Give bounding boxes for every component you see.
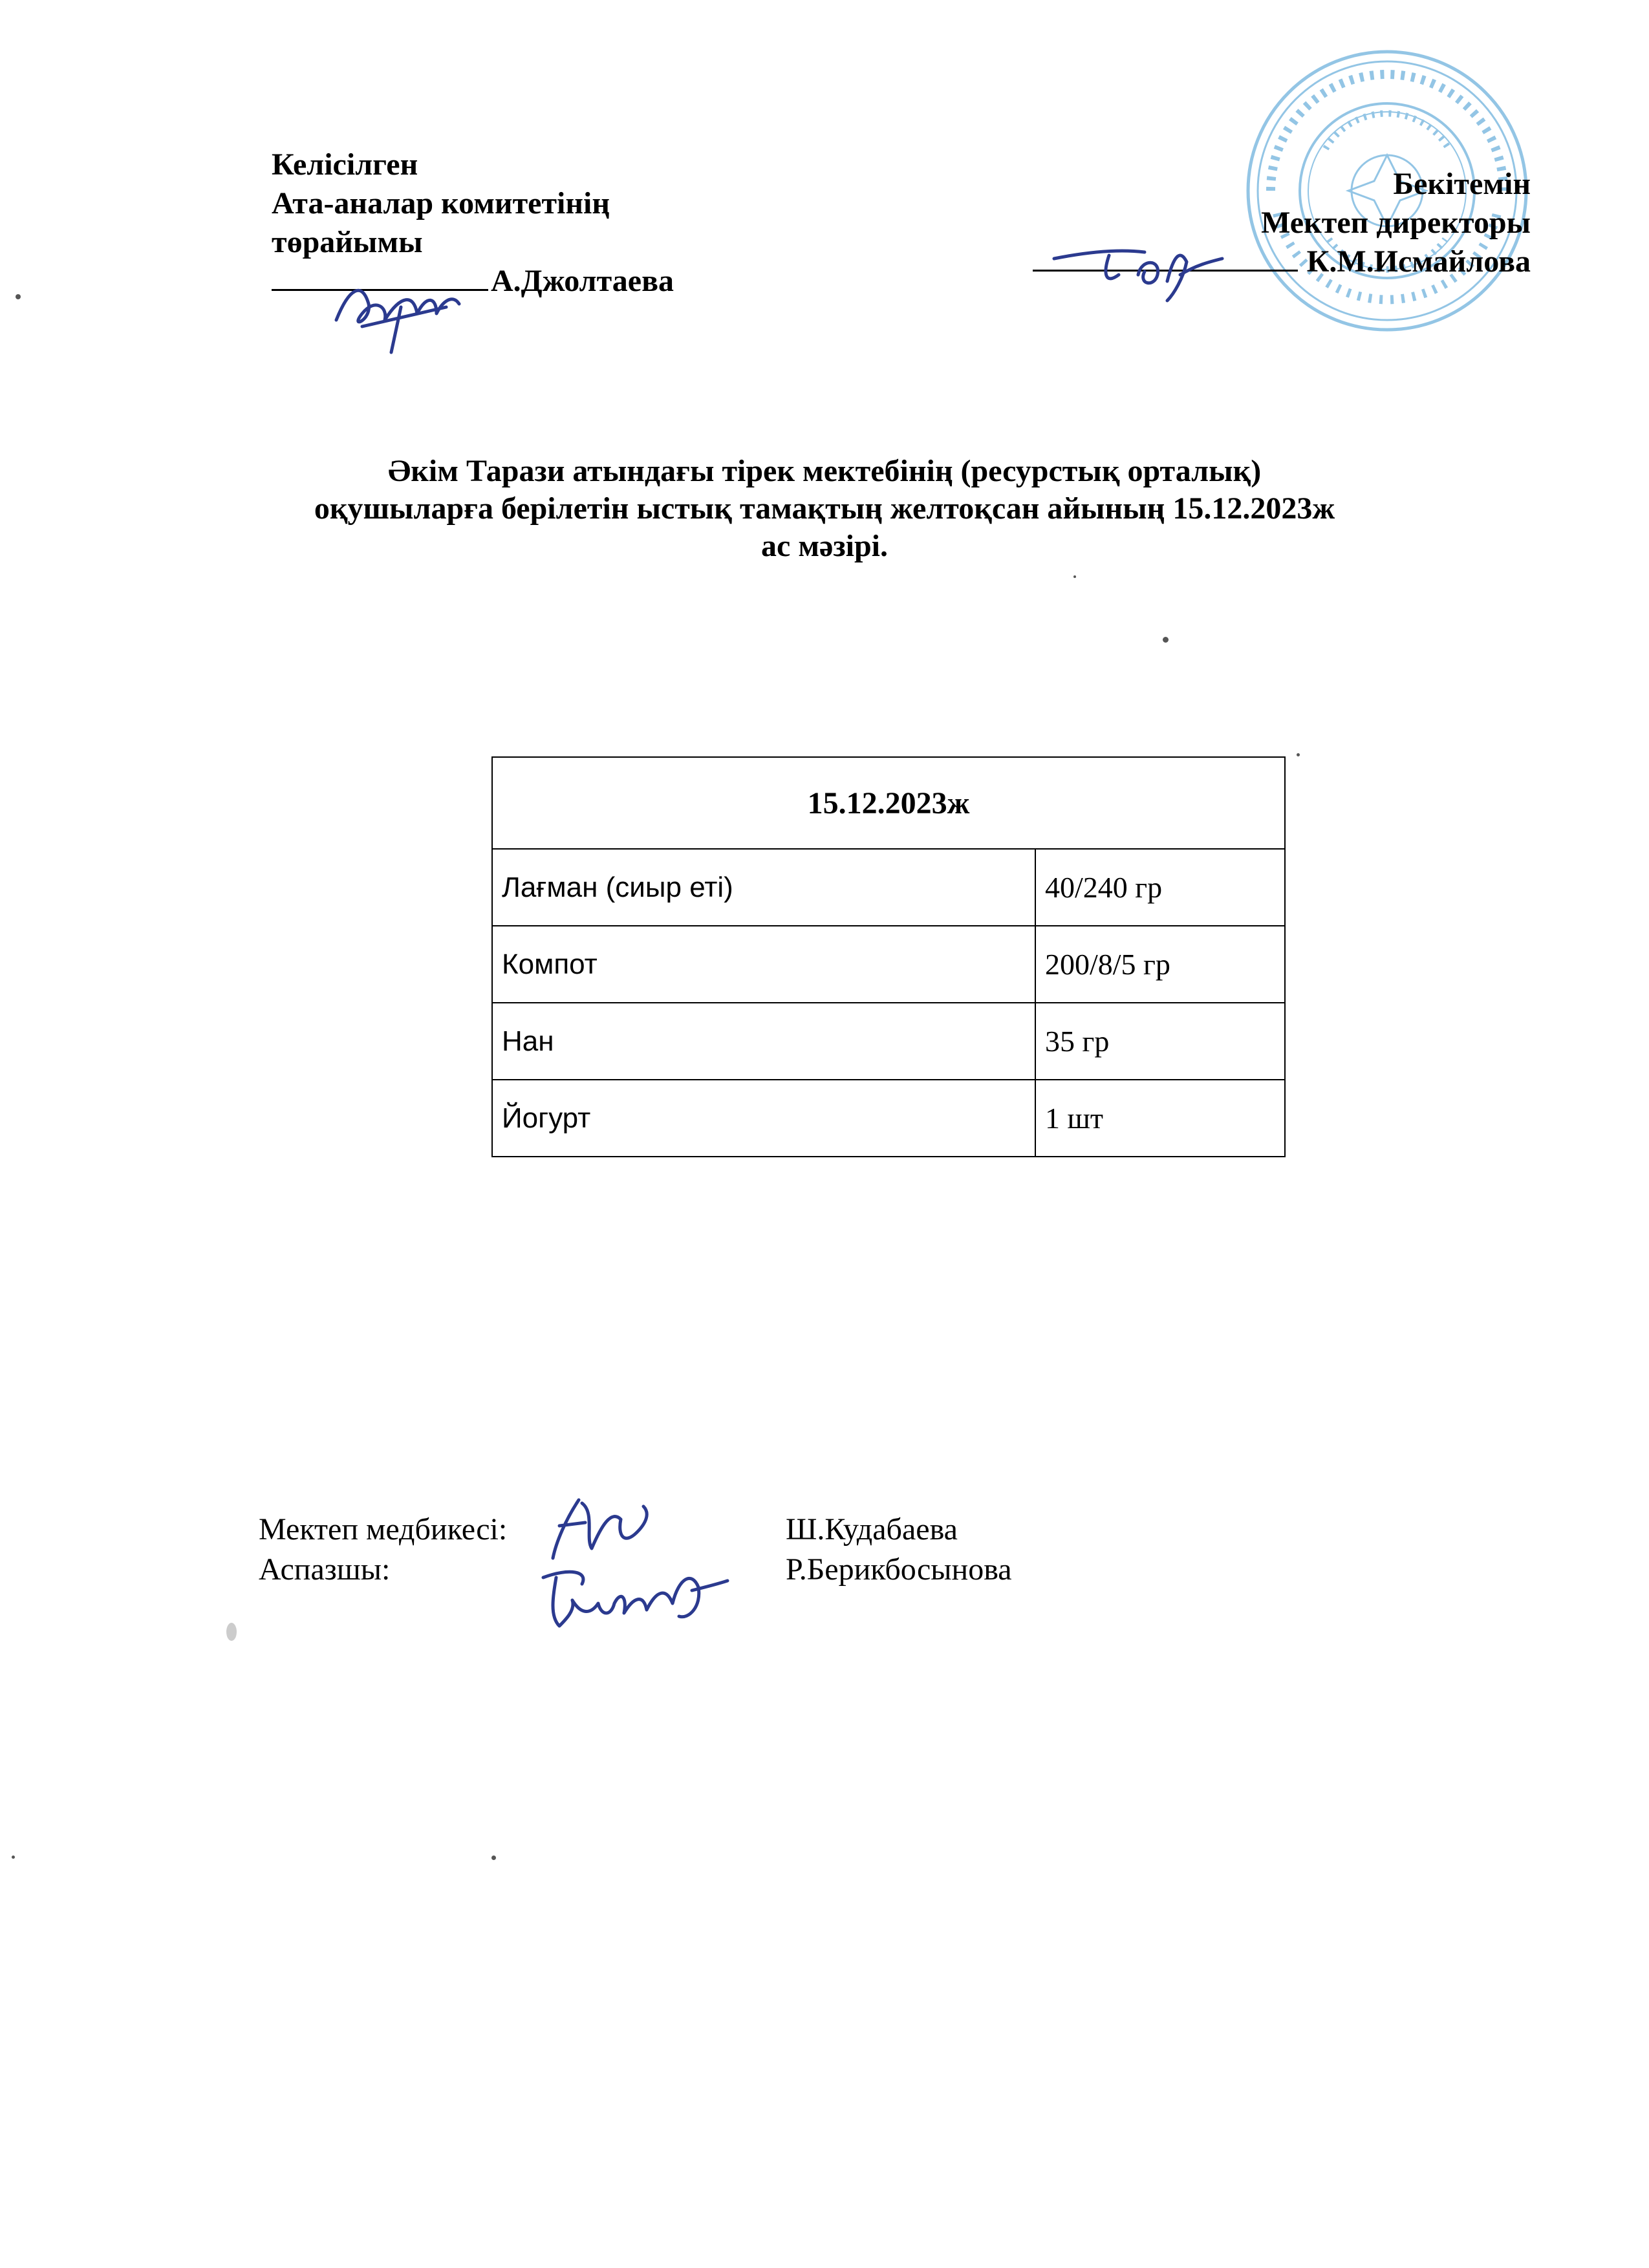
scan-speck [12,1856,15,1859]
title-line-3: ас мәзірі. [761,529,888,563]
nurse-name: Ш.Кудабаева [786,1512,958,1546]
approval-right-name: К.М.Исмайлова [1306,244,1531,279]
nurse-signature-icon [546,1487,663,1561]
scan-speck [1073,575,1076,578]
scan-speck [16,294,21,299]
menu-date-header: 15.12.2023ж [492,757,1285,849]
dish-portion: 40/240 гр [1035,849,1285,926]
table-row [492,1003,1285,1080]
staff-names [786,1510,1012,1590]
staff-labels [259,1510,507,1590]
dish-name: Лағман (сиыр еті) [492,849,1035,926]
menu-table [491,756,1286,1157]
title-line-1: Әкім Тарази атындағы тірек мектебінің (ресурстық орталық) [387,454,1262,488]
document-title [0,453,1649,565]
approval-left-name: А.Джолтаева [491,264,674,298]
approval-right-position: Мектеп директоры [1261,206,1531,240]
approval-right-heading: Бекітемін [1393,167,1531,201]
dish-name: Нан [492,1003,1035,1080]
dish-portion: 200/8/5 гр [1035,926,1285,1003]
scan-speck [1163,637,1169,643]
dish-portion: 1 шт [1035,1080,1285,1157]
cook-label: Аспазшы: [259,1552,391,1587]
approval-left-position-line2: төрайымы [272,225,423,259]
scan-speck [226,1623,237,1641]
scan-speck [491,1856,496,1860]
menu-table-header-row [492,757,1285,849]
dish-name: Компот [492,926,1035,1003]
committee-chair-signature-icon [323,268,472,356]
approval-left-position-line1: Ата-аналар комитетінің [272,186,610,220]
table-row [492,926,1285,1003]
table-row [492,1080,1285,1157]
director-signature-icon [1048,230,1229,304]
dish-name: Йогурт [492,1080,1035,1157]
scan-speck [1297,753,1300,756]
cook-name: Р.Берикбосынова [786,1552,1012,1587]
table-row [492,849,1285,926]
dish-portion: 35 гр [1035,1003,1285,1080]
cook-signature-icon [530,1558,744,1642]
nurse-label: Мектеп медбикесі: [259,1512,508,1546]
approval-left-heading: Келісілген [272,147,418,182]
title-line-2: оқушыларға берілетін ыстық тамақтың желтоқсан айының 15.12.2023ж [314,491,1335,526]
